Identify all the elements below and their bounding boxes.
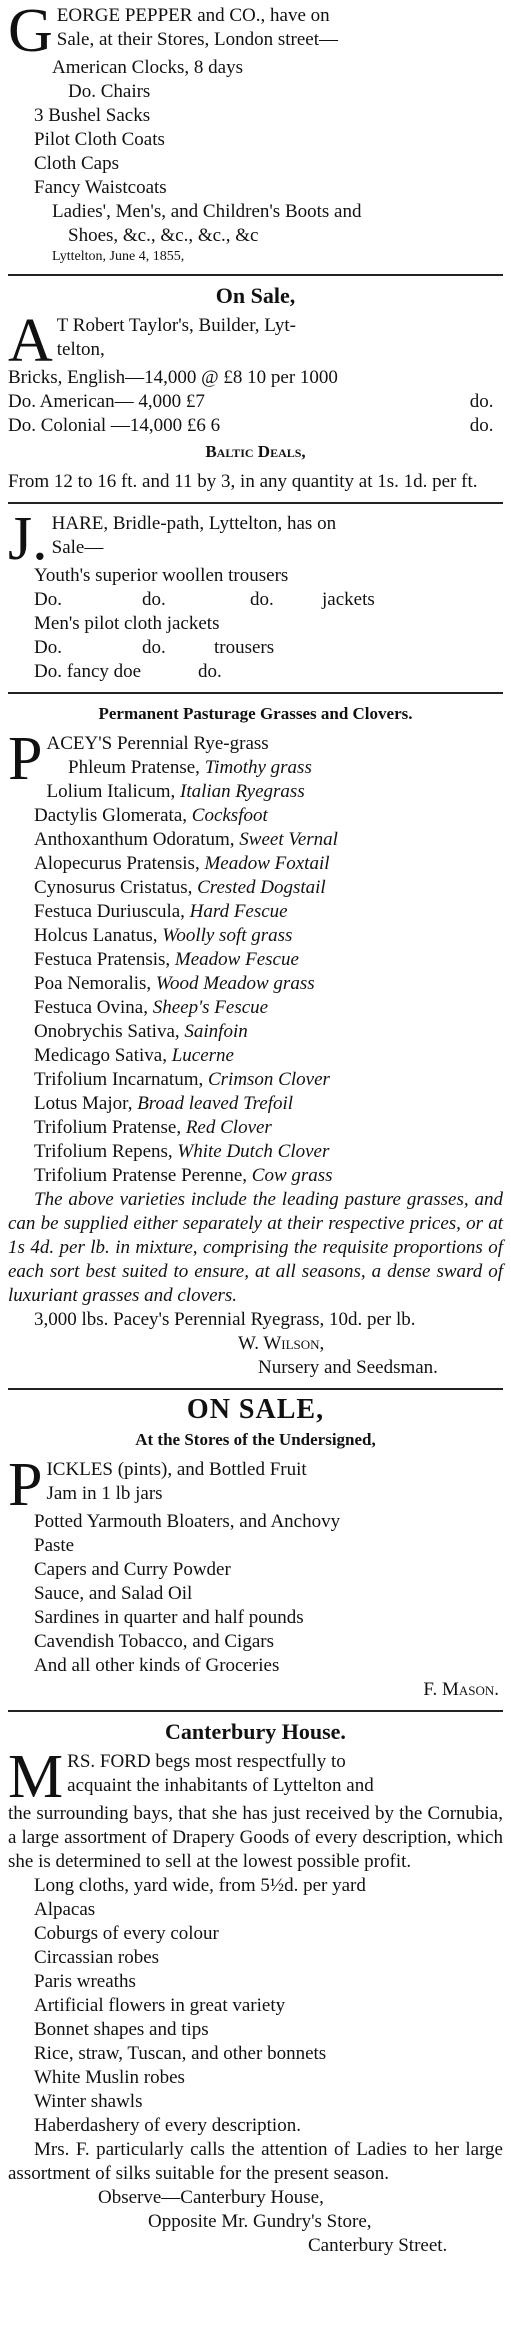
grass-latin: Onobrychis Sativa,	[34, 1021, 185, 1042]
grass-item	[8, 1092, 503, 1116]
item-text: jackets	[322, 589, 375, 610]
grass-item	[8, 1068, 503, 1092]
drop-cap: P	[8, 725, 43, 793]
divider	[8, 1388, 503, 1390]
table-cell: Do. American— 4,000 £7	[8, 391, 205, 412]
price-table	[8, 366, 503, 438]
ditto: do.	[142, 589, 166, 610]
list-item: Winter shawls	[34, 2091, 143, 2112]
signature: W. Wilson,	[238, 1333, 325, 1354]
grass-latin: Cynosurus Cristatus,	[34, 877, 198, 898]
grass-common: Cow grass	[251, 1165, 333, 1186]
grass-item	[8, 1020, 503, 1044]
grass-latin: Poa Nemoralis,	[34, 973, 156, 994]
item-text: Do. fancy doe	[34, 661, 142, 682]
grass-latin: Lotus Major,	[34, 1093, 138, 1114]
ad-text: From 12 to 16 ft. and 11 by 3, in any quantity at 1s. 1d. per ft.	[8, 471, 478, 492]
ad-note: The above varieties include the leading pasture grasses, and can be supplied either separately at their respective prices, or at 1s 4d. per lb. in mixture, comprising the requisite proportions of each sort best suited to ensure, at all seasons, a dense sward of luxuriant grasses and clovers.	[8, 1189, 503, 1306]
list-item: Pilot Cloth Coats	[34, 129, 165, 150]
grass-common: Wood Meadow grass	[155, 973, 315, 994]
grass-item	[8, 1116, 503, 1140]
list-item: Circassian robes	[34, 1947, 160, 1968]
grass-latin: Anthoxanthum Odoratum,	[34, 829, 240, 850]
ad-line: acquaint the inhabitants of Lyttelton and	[67, 1775, 374, 1796]
ad-robert-taylor	[8, 284, 503, 494]
ad-george-pepper	[8, 0, 503, 266]
ad-date: Lyttelton, June 4, 1855,	[52, 249, 185, 264]
table-row	[8, 414, 503, 438]
table-cell: do.	[469, 391, 494, 412]
list-item: Fancy Waistcoats	[34, 177, 167, 198]
grass-latin: Festuca Ovina,	[34, 997, 153, 1018]
ad-grasses	[8, 702, 503, 1380]
ad-note: Mrs. F. particularly calls the attention of Ladies to her large assortment of silks suitable for the present season.	[8, 2139, 503, 2184]
grass-latin: Trifolium Incarnatum,	[34, 1069, 208, 1090]
list-item: Do. Chairs	[68, 81, 151, 102]
ad-line: telton,	[56, 339, 105, 360]
grass-common: Sainfoin	[184, 1021, 248, 1042]
ditto: Do.	[34, 637, 62, 658]
grass-item	[8, 948, 503, 972]
table-cell	[470, 366, 503, 390]
list-item: White Muslin robes	[34, 2067, 185, 2088]
list-item: Long cloths, yard wide, from 5½d. per yard	[34, 1875, 366, 1896]
grass-item	[8, 1140, 503, 1164]
ad-text: 3,000 lbs. Pacey's Perennial Ryegrass, 10d. per lb.	[34, 1309, 416, 1330]
ad-f-mason	[8, 1394, 503, 1702]
list-item: Sauce, and Salad Oil	[34, 1583, 193, 1604]
grass-common: Meadow Foxtail	[204, 853, 330, 874]
grass-common: Lucerne	[171, 1045, 234, 1066]
list-item: Potted Yarmouth Bloaters, and Anchovy	[34, 1511, 341, 1532]
ad-line: T Robert Taylor's, Builder, Lyt-	[56, 315, 296, 336]
ad-title: Permanent Pasturage Grasses and Clovers.	[98, 704, 413, 723]
grass-latin: Festuca Pratensis,	[34, 949, 175, 970]
list-item: Cloth Caps	[34, 153, 119, 174]
list-item: Men's pilot cloth jackets	[34, 613, 220, 634]
grass-item	[8, 1044, 503, 1068]
grass-latin: Medicago Sativa,	[34, 1045, 172, 1066]
list-item: Sardines in quarter and half pounds	[34, 1607, 304, 1628]
ad-line: ICKLES (pints), and Bottled Fruit	[46, 1459, 307, 1480]
grass-common: Sweet Vernal	[239, 829, 338, 850]
ad-title: ON SALE,	[186, 1394, 325, 1425]
grass-common: Woolly soft grass	[162, 925, 293, 946]
table-cell: Bricks, English—14,000 @ £8 10 per 1000	[8, 367, 338, 388]
grass-latin: Alopecurus Pratensis,	[34, 853, 205, 874]
signature-line: Canterbury Street.	[308, 2235, 448, 2256]
grass-common: Timothy grass	[204, 757, 312, 778]
grass-common: Sheep's Fescue	[152, 997, 269, 1018]
signature-line: Opposite Mr. Gundry's Store,	[148, 2211, 372, 2232]
divider	[8, 274, 503, 276]
grass-common: Hard Fescue	[189, 901, 288, 922]
grass-item	[8, 828, 503, 852]
ad-j-hare	[8, 505, 503, 684]
grass-common: Broad leaved Trefoil	[137, 1093, 294, 1114]
grass-item	[8, 876, 503, 900]
grass-item	[8, 756, 503, 780]
ad-title: Canterbury House.	[165, 1719, 346, 1744]
grass-latin: Trifolium Pratense,	[34, 1117, 186, 1138]
ditto: do.	[142, 637, 166, 658]
grass-latin: Lolium Italicum,	[46, 781, 180, 802]
ad-title: On Sale,	[215, 283, 296, 308]
grass-item	[8, 996, 503, 1020]
list-item: Haberdashery of every description.	[34, 2115, 301, 2136]
grass-latin: Trifolium Pratense Perenne,	[34, 1165, 252, 1186]
divider	[8, 692, 503, 694]
list-item: Shoes, &c., &c., &c., &c	[68, 225, 259, 246]
list-item: Paris wreaths	[34, 1971, 136, 1992]
grass-item	[8, 972, 503, 996]
ad-subheading: At the Stores of the Undersigned,	[135, 1430, 376, 1449]
table-row	[8, 366, 503, 390]
grass-item	[8, 804, 503, 828]
grass-common: Red Clover	[185, 1117, 272, 1138]
grass-common: Crimson Clover	[207, 1069, 330, 1090]
table-cell: Do. Colonial —14,000 £6 6	[8, 415, 221, 436]
ad-line: Sale, at their Stores, London street—	[56, 29, 339, 50]
ad-line: ACEY'S Perennial Rye-grass	[46, 733, 269, 754]
ad-line: Jam in 1 lb jars	[46, 1483, 163, 1504]
list-item	[8, 588, 503, 612]
ditto: do.	[250, 589, 274, 610]
list-item: 3 Bushel Sacks	[34, 105, 151, 126]
grass-item	[8, 780, 503, 804]
grass-common: Cocksfoot	[191, 805, 268, 826]
list-item: Paste	[34, 1535, 75, 1556]
list-item: Rice, straw, Tuscan, and other bonnets	[34, 2043, 327, 2064]
drop-cap: J.	[8, 505, 48, 573]
grass-latin: Festuca Duriuscula,	[34, 901, 190, 922]
grass-latin: Holcus Lanatus,	[34, 925, 163, 946]
ad-line: RS. FORD begs most respectfully to	[67, 1751, 346, 1772]
grass-common: Italian Ryegrass	[180, 781, 305, 802]
list-item: Coburgs of every colour	[34, 1923, 219, 1944]
ditto: Do.	[34, 589, 62, 610]
ad-line: HARE, Bridle-path, Lyttelton, has on	[51, 513, 337, 534]
ad-canterbury-house	[8, 1720, 503, 2258]
drop-cap: M	[8, 1743, 64, 1811]
grass-latin: Trifolium Repens,	[34, 1141, 178, 1162]
divider	[8, 502, 503, 504]
list-item: Cavendish Tobacco, and Cigars	[34, 1631, 274, 1652]
list-item: Capers and Curry Powder	[34, 1559, 231, 1580]
table-row	[8, 390, 503, 414]
grass-common: Crested Dogstail	[197, 877, 326, 898]
grass-latin: Phleum Pratense,	[68, 757, 205, 778]
list-item: American Clocks, 8 days	[52, 57, 244, 78]
grass-latin: Dactylis Glomerata,	[34, 805, 192, 826]
item-text: trousers	[214, 637, 275, 658]
drop-cap: P	[8, 1451, 43, 1519]
grass-item	[8, 1164, 503, 1188]
signature: F. Mason.	[423, 1679, 499, 1700]
list-item: Ladies', Men's, and Children's Boots and	[52, 201, 362, 222]
grass-item	[8, 852, 503, 876]
ad-line: Sale—	[51, 537, 104, 558]
signature-line: Nursery and Seedsman.	[258, 1357, 438, 1378]
drop-cap: G	[8, 0, 53, 65]
list-item: Alpacas	[34, 1899, 96, 1920]
ditto: do.	[198, 661, 222, 682]
list-item: Youth's superior woollen trousers	[34, 565, 289, 586]
ad-line: EORGE PEPPER and CO., have on	[56, 5, 330, 26]
grass-list	[8, 756, 503, 1188]
list-item	[8, 660, 503, 684]
signature-line: Observe—Canterbury House,	[98, 2187, 324, 2208]
grass-common: White Dutch Clover	[177, 1141, 330, 1162]
ad-text: the surrounding bays, that she has just received by the Cornubia, a large assortment of Drapery Goods of every description, which she is determined to sell at the lowest possible profit.	[8, 1803, 503, 1872]
divider	[8, 1710, 503, 1712]
grass-item	[8, 900, 503, 924]
grass-common: Meadow Fescue	[174, 949, 299, 970]
list-item: Bonnet shapes and tips	[34, 2019, 209, 2040]
list-item	[8, 636, 503, 660]
list-item: Artificial flowers in great variety	[34, 1995, 286, 2016]
list-item: And all other kinds of Groceries	[34, 1655, 280, 1676]
table-cell: do.	[469, 415, 494, 436]
ad-subheading: Baltic Deals,	[205, 442, 306, 461]
grass-item	[8, 924, 503, 948]
drop-cap: A	[8, 307, 53, 375]
